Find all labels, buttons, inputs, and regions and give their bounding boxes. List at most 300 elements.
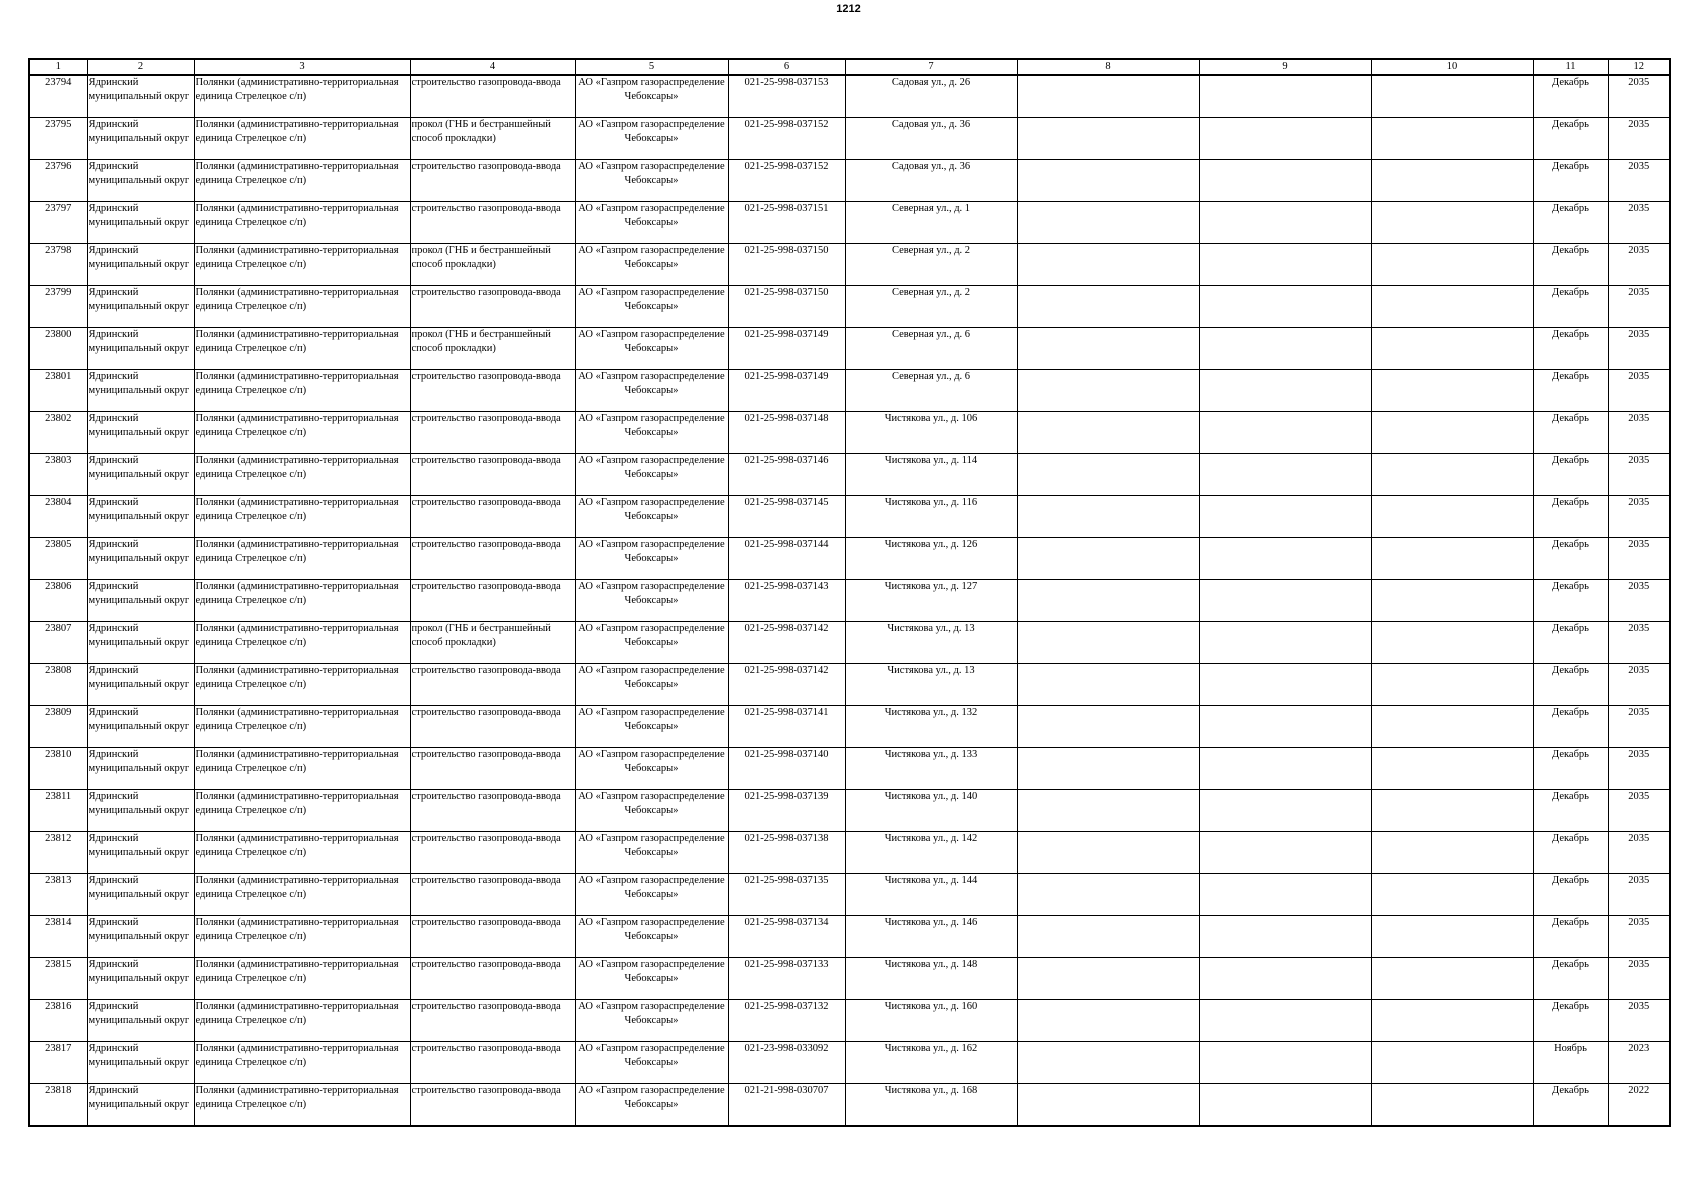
row-number-cell — [29, 244, 87, 286]
column-9-cell-text — [1201, 244, 1370, 284]
work-type-cell-text: строительство газопровода-ввода — [411, 665, 561, 676]
settlement-cell — [194, 1000, 410, 1042]
column-9-cell-text — [1201, 664, 1370, 704]
row-number-cell-text: 23794 — [45, 77, 72, 88]
column-10-cell-text — [1373, 76, 1532, 116]
address-cell-text: Чистякова ул., д. 162 — [884, 1043, 978, 1054]
column-10-cell-text — [1373, 370, 1532, 410]
settlement-cell — [194, 370, 410, 412]
district-cell-text: Ядринский муниципальный округ — [88, 833, 190, 858]
year-cell-text: 2022 — [1628, 1085, 1650, 1096]
column-9-cell-text — [1201, 748, 1370, 788]
organization-cell — [575, 706, 728, 748]
work-type-cell-text: строительство газопровода-ввода — [411, 749, 561, 760]
column-8-cell — [1017, 538, 1199, 580]
district-cell — [87, 1000, 194, 1042]
column-10-cell-text — [1373, 160, 1532, 200]
column-8-cell-text — [1019, 916, 1198, 956]
district-cell-text: Ядринский муниципальный округ — [88, 77, 190, 102]
column-9-cell — [1199, 118, 1371, 160]
work-type-cell — [410, 832, 575, 874]
object-code-cell-text: 021-25-998-037150 — [744, 245, 829, 256]
column-10-cell-text — [1373, 286, 1532, 326]
object-code-cell-text: 021-25-998-037152 — [744, 161, 829, 172]
row-number-cell-text: 23814 — [45, 917, 72, 928]
month-cell-text: Декабрь — [1552, 833, 1589, 844]
settlement-cell — [194, 202, 410, 244]
organization-cell-text: АО «Газпром газораспределение Чебоксары» — [578, 917, 725, 942]
address-cell-text: Чистякова ул., д. 146 — [884, 917, 978, 928]
address-cell — [845, 706, 1017, 748]
column-9-cell-text — [1201, 1042, 1370, 1082]
address-cell-text: Северная ул., д. 2 — [891, 245, 971, 256]
column-header-4: 4 — [410, 59, 575, 75]
work-type-cell — [410, 202, 575, 244]
row-number-cell — [29, 118, 87, 160]
district-cell — [87, 874, 194, 916]
work-type-cell-text: прокол (ГНБ и бестраншейный способ прокладки) — [411, 245, 551, 270]
organization-cell — [575, 832, 728, 874]
work-type-cell-text: строительство газопровода-ввода — [411, 791, 561, 802]
object-code-cell-text: 021-25-998-037138 — [744, 833, 829, 844]
column-9-cell — [1199, 496, 1371, 538]
year-cell — [1608, 496, 1670, 538]
organization-cell-text: АО «Газпром газораспределение Чебоксары» — [578, 539, 725, 564]
organization-cell-text: АО «Газпром газораспределение Чебоксары» — [578, 665, 725, 690]
column-10-cell — [1371, 622, 1533, 664]
settlement-cell-text: Полянки (административно-территориальная единица Стрелецкое с/п) — [195, 623, 399, 648]
year-cell-text: 2035 — [1628, 119, 1650, 130]
month-cell-text: Ноябрь — [1554, 1043, 1587, 1054]
object-code-cell-text: 021-25-998-037142 — [744, 665, 829, 676]
address-cell-text: Чистякова ул., д. 133 — [884, 749, 978, 760]
column-10-cell — [1371, 916, 1533, 958]
settlement-cell — [194, 286, 410, 328]
address-cell — [845, 244, 1017, 286]
object-code-cell — [728, 370, 845, 412]
column-8-cell — [1017, 1000, 1199, 1042]
district-cell — [87, 412, 194, 454]
settlement-cell-text: Полянки (административно-территориальная единица Стрелецкое с/п) — [195, 665, 399, 690]
column-8-cell-text — [1019, 664, 1198, 704]
address-cell-text: Чистякова ул., д. 132 — [884, 707, 978, 718]
table-header — [29, 59, 1670, 75]
month-cell-text: Декабрь — [1552, 875, 1589, 886]
organization-cell-text: АО «Газпром газораспределение Чебоксары» — [578, 119, 725, 144]
row-number-cell-text: 23816 — [45, 1001, 72, 1012]
settlement-cell-text: Полянки (административно-территориальная единица Стрелецкое с/п) — [195, 539, 399, 564]
column-10-cell-text — [1373, 454, 1532, 494]
month-cell — [1533, 958, 1608, 1000]
column-8-cell-text — [1019, 454, 1198, 494]
column-10-cell-text — [1373, 118, 1532, 158]
address-cell-text: Чистякова ул., д. 160 — [884, 1001, 978, 1012]
table-row — [29, 1084, 1670, 1127]
column-9-cell — [1199, 874, 1371, 916]
settlement-cell — [194, 160, 410, 202]
work-type-cell — [410, 1042, 575, 1084]
table-row — [29, 75, 1670, 118]
address-cell-text: Чистякова ул., д. 114 — [884, 455, 978, 466]
month-cell — [1533, 118, 1608, 160]
row-number-cell-text: 23818 — [45, 1085, 72, 1096]
organization-cell-text: АО «Газпром газораспределение Чебоксары» — [578, 581, 725, 606]
month-cell-text: Декабрь — [1552, 749, 1589, 760]
organization-cell — [575, 454, 728, 496]
organization-cell-text: АО «Газпром газораспределение Чебоксары» — [578, 1001, 725, 1026]
settlement-cell-text: Полянки (административно-территориальная единица Стрелецкое с/п) — [195, 455, 399, 480]
column-10-cell-text — [1373, 958, 1532, 998]
work-type-cell-text: строительство газопровода-ввода — [411, 1085, 561, 1096]
address-cell — [845, 286, 1017, 328]
column-9-cell — [1199, 916, 1371, 958]
row-number-cell-text: 23804 — [45, 497, 72, 508]
month-cell-text: Декабрь — [1552, 203, 1589, 214]
column-header-3: 3 — [194, 59, 410, 75]
settlement-cell — [194, 454, 410, 496]
object-code-cell — [728, 748, 845, 790]
district-cell-text: Ядринский муниципальный округ — [88, 665, 190, 690]
district-cell — [87, 790, 194, 832]
month-cell-text: Декабрь — [1552, 581, 1589, 592]
work-type-cell-text: строительство газопровода-ввода — [411, 1043, 561, 1054]
object-code-cell-text: 021-25-998-037150 — [744, 287, 829, 298]
year-cell — [1608, 286, 1670, 328]
column-9-cell-text — [1201, 1084, 1370, 1124]
object-code-cell — [728, 874, 845, 916]
year-cell-text: 2035 — [1628, 917, 1650, 928]
column-8-cell — [1017, 286, 1199, 328]
district-cell — [87, 160, 194, 202]
organization-cell-text: АО «Газпром газораспределение Чебоксары» — [578, 791, 725, 816]
district-cell-text: Ядринский муниципальный округ — [88, 917, 190, 942]
object-code-cell-text: 021-25-998-037142 — [744, 623, 829, 634]
district-cell — [87, 328, 194, 370]
object-code-cell — [728, 286, 845, 328]
object-code-cell-text: 021-25-998-037152 — [744, 119, 829, 130]
year-cell-text: 2035 — [1628, 539, 1650, 550]
address-cell — [845, 1000, 1017, 1042]
month-cell — [1533, 832, 1608, 874]
settlement-cell — [194, 118, 410, 160]
settlement-cell — [194, 1084, 410, 1127]
address-cell — [845, 538, 1017, 580]
column-10-cell-text — [1373, 580, 1532, 620]
table-row — [29, 370, 1670, 412]
column-9-cell — [1199, 958, 1371, 1000]
row-number-cell — [29, 1084, 87, 1127]
district-cell — [87, 580, 194, 622]
address-cell-text: Чистякова ул., д. 144 — [884, 875, 978, 886]
row-number-cell — [29, 706, 87, 748]
work-type-cell-text: строительство газопровода-ввода — [411, 917, 561, 928]
column-8-cell-text — [1019, 580, 1198, 620]
address-cell — [845, 75, 1017, 118]
address-cell — [845, 160, 1017, 202]
year-cell-text: 2035 — [1628, 791, 1650, 802]
settlement-cell — [194, 622, 410, 664]
object-code-cell-text: 021-25-998-037153 — [744, 77, 829, 88]
work-type-cell-text: строительство газопровода-ввода — [411, 161, 561, 172]
month-cell — [1533, 1000, 1608, 1042]
organization-cell-text: АО «Газпром газораспределение Чебоксары» — [578, 875, 725, 900]
row-number-cell-text: 23812 — [45, 833, 72, 844]
column-9-cell-text — [1201, 958, 1370, 998]
month-cell-text: Декабрь — [1552, 77, 1589, 88]
settlement-cell-text: Полянки (административно-территориальная единица Стрелецкое с/п) — [195, 371, 399, 396]
column-8-cell — [1017, 75, 1199, 118]
year-cell-text: 2035 — [1628, 1001, 1650, 1012]
month-cell — [1533, 328, 1608, 370]
work-type-cell — [410, 370, 575, 412]
work-type-cell-text: строительство газопровода-ввода — [411, 875, 561, 886]
year-cell-text: 2035 — [1628, 707, 1650, 718]
address-cell — [845, 202, 1017, 244]
object-code-cell-text: 021-25-998-037149 — [744, 329, 829, 340]
column-8-cell-text — [1019, 370, 1198, 410]
row-number-cell — [29, 622, 87, 664]
row-number-cell-text: 23811 — [45, 791, 72, 802]
organization-cell-text: АО «Газпром газораспределение Чебоксары» — [578, 1043, 725, 1068]
row-number-cell — [29, 790, 87, 832]
column-9-cell — [1199, 1084, 1371, 1127]
column-9-cell — [1199, 1042, 1371, 1084]
month-cell — [1533, 75, 1608, 118]
organization-cell-text: АО «Газпром газораспределение Чебоксары» — [578, 413, 725, 438]
district-cell — [87, 832, 194, 874]
organization-cell — [575, 286, 728, 328]
row-number-cell-text: 23806 — [45, 581, 72, 592]
organization-cell — [575, 958, 728, 1000]
work-type-cell — [410, 454, 575, 496]
district-cell-text: Ядринский муниципальный округ — [88, 959, 190, 984]
organization-cell — [575, 412, 728, 454]
settlement-cell-text: Полянки (административно-территориальная единица Стрелецкое с/п) — [195, 1001, 399, 1026]
column-8-cell-text — [1019, 748, 1198, 788]
settlement-cell-text: Полянки (административно-территориальная единица Стрелецкое с/п) — [195, 77, 399, 102]
organization-cell-text: АО «Газпром газораспределение Чебоксары» — [578, 959, 725, 984]
settlement-cell-text: Полянки (административно-территориальная единица Стрелецкое с/п) — [195, 413, 399, 438]
column-header-10: 10 — [1371, 59, 1533, 75]
year-cell — [1608, 874, 1670, 916]
year-cell — [1608, 706, 1670, 748]
table-row — [29, 916, 1670, 958]
year-cell — [1608, 748, 1670, 790]
month-cell — [1533, 790, 1608, 832]
month-cell — [1533, 874, 1608, 916]
row-number-cell — [29, 664, 87, 706]
column-8-cell-text — [1019, 790, 1198, 830]
row-number-cell — [29, 1042, 87, 1084]
object-code-cell — [728, 118, 845, 160]
address-cell-text: Чистякова ул., д. 142 — [884, 833, 978, 844]
organization-cell — [575, 916, 728, 958]
organization-cell-text: АО «Газпром газораспределение Чебоксары» — [578, 371, 725, 396]
column-header-8: 8 — [1017, 59, 1199, 75]
year-cell — [1608, 1042, 1670, 1084]
object-code-cell — [728, 202, 845, 244]
organization-cell — [575, 370, 728, 412]
object-code-cell — [728, 244, 845, 286]
settlement-cell-text: Полянки (административно-территориальная единица Стрелецкое с/п) — [195, 1085, 399, 1110]
year-cell-text: 2035 — [1628, 581, 1650, 592]
settlement-cell-text: Полянки (административно-территориальная единица Стрелецкое с/п) — [195, 203, 399, 228]
address-cell — [845, 328, 1017, 370]
year-cell — [1608, 370, 1670, 412]
month-cell — [1533, 244, 1608, 286]
year-cell-text: 2035 — [1628, 959, 1650, 970]
address-cell — [845, 118, 1017, 160]
settlement-cell-text: Полянки (административно-территориальная единица Стрелецкое с/п) — [195, 245, 399, 270]
year-cell-text: 2035 — [1628, 203, 1650, 214]
object-code-cell — [728, 496, 845, 538]
work-type-cell — [410, 118, 575, 160]
table-row — [29, 118, 1670, 160]
district-cell — [87, 454, 194, 496]
settlement-cell-text: Полянки (административно-территориальная единица Стрелецкое с/п) — [195, 833, 399, 858]
settlement-cell — [194, 328, 410, 370]
object-code-cell-text: 021-25-998-037140 — [744, 749, 829, 760]
organization-cell — [575, 118, 728, 160]
object-code-cell-text: 021-25-998-037139 — [744, 791, 829, 802]
row-number-cell — [29, 370, 87, 412]
column-10-cell — [1371, 370, 1533, 412]
address-cell-text: Северная ул., д. 1 — [891, 203, 971, 214]
settlement-cell-text: Полянки (административно-территориальная единица Стрелецкое с/п) — [195, 875, 399, 900]
address-cell-text: Чистякова ул., д. 13 — [887, 665, 975, 676]
year-cell-text: 2023 — [1628, 1043, 1650, 1054]
organization-cell — [575, 328, 728, 370]
column-9-cell — [1199, 790, 1371, 832]
row-number-cell-text: 23802 — [45, 413, 72, 424]
column-8-cell-text — [1019, 832, 1198, 872]
settlement-cell — [194, 916, 410, 958]
work-type-cell — [410, 916, 575, 958]
organization-cell — [575, 75, 728, 118]
column-8-cell-text — [1019, 412, 1198, 452]
object-code-cell-text: 021-25-998-037134 — [744, 917, 829, 928]
column-8-cell — [1017, 496, 1199, 538]
column-9-cell — [1199, 622, 1371, 664]
object-code-cell-text: 021-25-998-037143 — [744, 581, 829, 592]
column-10-cell — [1371, 496, 1533, 538]
object-code-cell — [728, 328, 845, 370]
column-10-cell — [1371, 958, 1533, 1000]
month-cell-text: Декабрь — [1552, 959, 1589, 970]
settlement-cell — [194, 706, 410, 748]
row-number-cell-text: 23813 — [45, 875, 72, 886]
column-9-cell — [1199, 286, 1371, 328]
district-cell-text: Ядринский муниципальный округ — [88, 749, 190, 774]
object-code-cell — [728, 664, 845, 706]
header-row — [29, 59, 1670, 75]
district-cell-text: Ядринский муниципальный округ — [88, 119, 190, 144]
row-number-cell-text: 23807 — [45, 623, 72, 634]
month-cell-text: Декабрь — [1552, 371, 1589, 382]
object-code-cell-text: 021-25-998-037146 — [744, 455, 829, 466]
column-8-cell-text — [1019, 328, 1198, 368]
organization-cell-text: АО «Газпром газораспределение Чебоксары» — [578, 203, 725, 228]
column-9-cell — [1199, 160, 1371, 202]
column-9-cell — [1199, 538, 1371, 580]
work-type-cell — [410, 75, 575, 118]
column-9-cell-text — [1201, 202, 1370, 242]
row-number-cell-text: 23796 — [45, 161, 72, 172]
table-row — [29, 454, 1670, 496]
column-9-cell-text — [1201, 454, 1370, 494]
year-cell — [1608, 244, 1670, 286]
organization-cell-text: АО «Газпром газораспределение Чебоксары» — [578, 329, 725, 354]
column-8-cell-text — [1019, 1000, 1198, 1040]
table-row — [29, 832, 1670, 874]
row-number-cell-text: 23817 — [45, 1043, 72, 1054]
column-10-cell — [1371, 874, 1533, 916]
table-row — [29, 496, 1670, 538]
address-cell — [845, 580, 1017, 622]
district-cell — [87, 75, 194, 118]
year-cell — [1608, 916, 1670, 958]
column-9-cell-text — [1201, 874, 1370, 914]
district-cell-text: Ядринский муниципальный округ — [88, 413, 190, 438]
object-code-cell — [728, 160, 845, 202]
column-10-cell — [1371, 580, 1533, 622]
object-code-cell-text: 021-25-998-037133 — [744, 959, 829, 970]
object-code-cell-text: 021-25-998-037144 — [744, 539, 829, 550]
object-code-cell — [728, 75, 845, 118]
district-cell-text: Ядринский муниципальный округ — [88, 161, 190, 186]
data-table — [28, 58, 1671, 1127]
work-type-cell — [410, 496, 575, 538]
year-cell-text: 2035 — [1628, 371, 1650, 382]
column-10-cell-text — [1373, 538, 1532, 578]
month-cell-text: Декабрь — [1552, 287, 1589, 298]
address-cell-text: Чистякова ул., д. 126 — [884, 539, 978, 550]
settlement-cell — [194, 790, 410, 832]
table-row — [29, 622, 1670, 664]
column-9-cell — [1199, 748, 1371, 790]
work-type-cell-text: строительство газопровода-ввода — [411, 959, 561, 970]
organization-cell — [575, 1000, 728, 1042]
row-number-cell — [29, 202, 87, 244]
object-code-cell — [728, 580, 845, 622]
column-10-cell — [1371, 1000, 1533, 1042]
district-cell-text: Ядринский муниципальный округ — [88, 1085, 190, 1110]
address-cell — [845, 874, 1017, 916]
column-10-cell — [1371, 328, 1533, 370]
row-number-cell-text: 23800 — [45, 329, 72, 340]
district-cell-text: Ядринский муниципальный округ — [88, 539, 190, 564]
district-cell — [87, 664, 194, 706]
month-cell — [1533, 622, 1608, 664]
column-8-cell — [1017, 202, 1199, 244]
address-cell — [845, 748, 1017, 790]
settlement-cell — [194, 748, 410, 790]
month-cell-text: Декабрь — [1552, 707, 1589, 718]
column-9-cell — [1199, 832, 1371, 874]
settlement-cell-text: Полянки (административно-территориальная единица Стрелецкое с/п) — [195, 119, 399, 144]
district-cell — [87, 370, 194, 412]
organization-cell-text: АО «Газпром газораспределение Чебоксары» — [578, 287, 725, 312]
year-cell — [1608, 160, 1670, 202]
district-cell-text: Ядринский муниципальный округ — [88, 455, 190, 480]
district-cell — [87, 958, 194, 1000]
organization-cell-text: АО «Газпром газораспределение Чебоксары» — [578, 77, 725, 102]
organization-cell — [575, 496, 728, 538]
column-8-cell — [1017, 412, 1199, 454]
work-type-cell — [410, 706, 575, 748]
year-cell-text: 2035 — [1628, 161, 1650, 172]
column-9-cell-text — [1201, 832, 1370, 872]
